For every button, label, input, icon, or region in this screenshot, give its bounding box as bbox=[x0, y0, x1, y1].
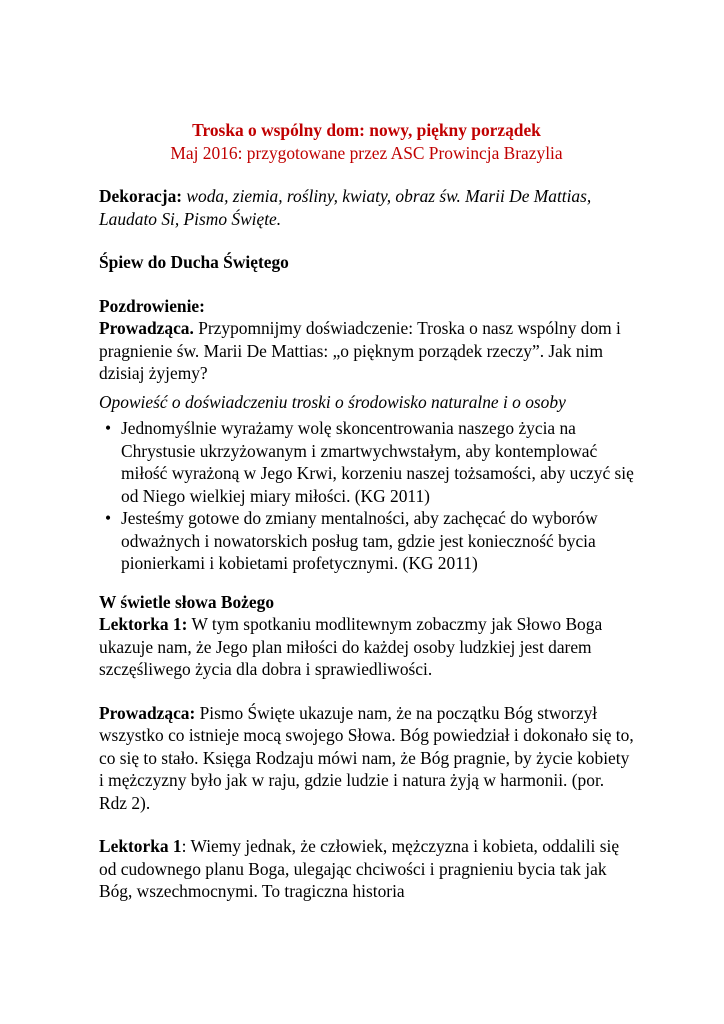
story-bullet-list bbox=[99, 417, 634, 575]
greeting-heading: Pozdrowienie: bbox=[99, 295, 205, 316]
word-heading: W świetle słowa Bożego bbox=[99, 591, 275, 612]
decoration-label: Dekoracja: bbox=[99, 186, 183, 206]
bullet-icon: • bbox=[105, 418, 112, 438]
list-item-text: Jednomyślnie wyrażamy wolę skoncentrowania naszego życia na Chrystusie ukrzyżowanym i zmartwychwstałym, aby kontemplować miłość wyrażoną w Jego Krwi, korzeniu naszej tożsamości, aby uczyć się od Niego wielkiej miary miłości. (KG 2011) bbox=[121, 418, 634, 506]
list-item-text: Jesteśmy gotowe do zmiany mentalności, aby zachęcać do wyborów odważnych i nowatorskich posług tam, gdzie jest konieczność bycia pionierkami i kobietami profetycznymi. (KG 2011) bbox=[121, 508, 598, 573]
document-page bbox=[99, 119, 634, 903]
song-heading: Śpiew do Ducha Świętego bbox=[99, 252, 289, 272]
lektorka1-paragraph bbox=[99, 613, 634, 681]
decoration-text: woda, ziemia, rośliny, kwiaty, obraz św. Marii De Mattias, Laudato Si, Pismo Święte. bbox=[99, 186, 592, 229]
lektorka1-text: W tym spotkaniu modlitewnym zobaczmy jak Słowo Boga ukazuje nam, że Jego plan miłości do każdej osoby ludzkiej jest darem szczęśliwego życia dla dobra i sprawiedliwości. bbox=[99, 614, 603, 679]
document-title: Troska o wspólny dom: nowy, piękny porządek bbox=[192, 120, 541, 140]
story-intro: Opowieść o doświadczeniu troski o środowisko naturalne i o osoby bbox=[99, 391, 566, 412]
greeting-paragraph bbox=[99, 317, 634, 385]
list-item bbox=[105, 417, 634, 507]
greeting-speaker: Prowadząca. bbox=[99, 318, 194, 338]
greeting-text: Przypomnijmy doświadczenie: Troska o nasz wspólny dom i pragnienie św. Marii De Mattias: „o pięknym porządek rzeczy”. Jak nim dzisiaj żyjemy? bbox=[99, 318, 621, 383]
lektorka1b-label: Lektorka 1 bbox=[99, 836, 182, 856]
prowadzaca-text: Pismo Święte ukazuje nam, że na początku Bóg stworzył wszystko co istnieje mocą swojego Słowa. Bóg powiedział i dokonało się to, co się to stało. Księga Rodzaju mówi nam, że Bóg pragnie, by życie kobiety i mężczyzny było jak w raju, gdzie ludzie i natura żyją w harmonii. (por. Rdz 2). bbox=[99, 702, 634, 813]
lektorka1b-text: : Wiemy jednak, że człowiek, mężczyzna i kobieta, oddalili się od cudownego planu Boga, ulegając chciwości i pragnieniu bycia tak jak Bóg, wszechmocnymi. To tragiczna historia bbox=[99, 836, 620, 901]
lektorka1-label: Lektorka 1: bbox=[99, 614, 188, 634]
prowadzaca-label: Prowadząca: bbox=[99, 702, 196, 723]
lektorka1b-paragraph bbox=[99, 835, 634, 903]
prowadzaca-paragraph bbox=[99, 702, 634, 815]
bullet-icon: • bbox=[105, 508, 112, 528]
list-item bbox=[105, 507, 634, 575]
decoration-paragraph bbox=[99, 185, 634, 230]
document-subtitle: Maj 2016: przygotowane przez ASC Prowincja Brazylia bbox=[170, 142, 563, 163]
